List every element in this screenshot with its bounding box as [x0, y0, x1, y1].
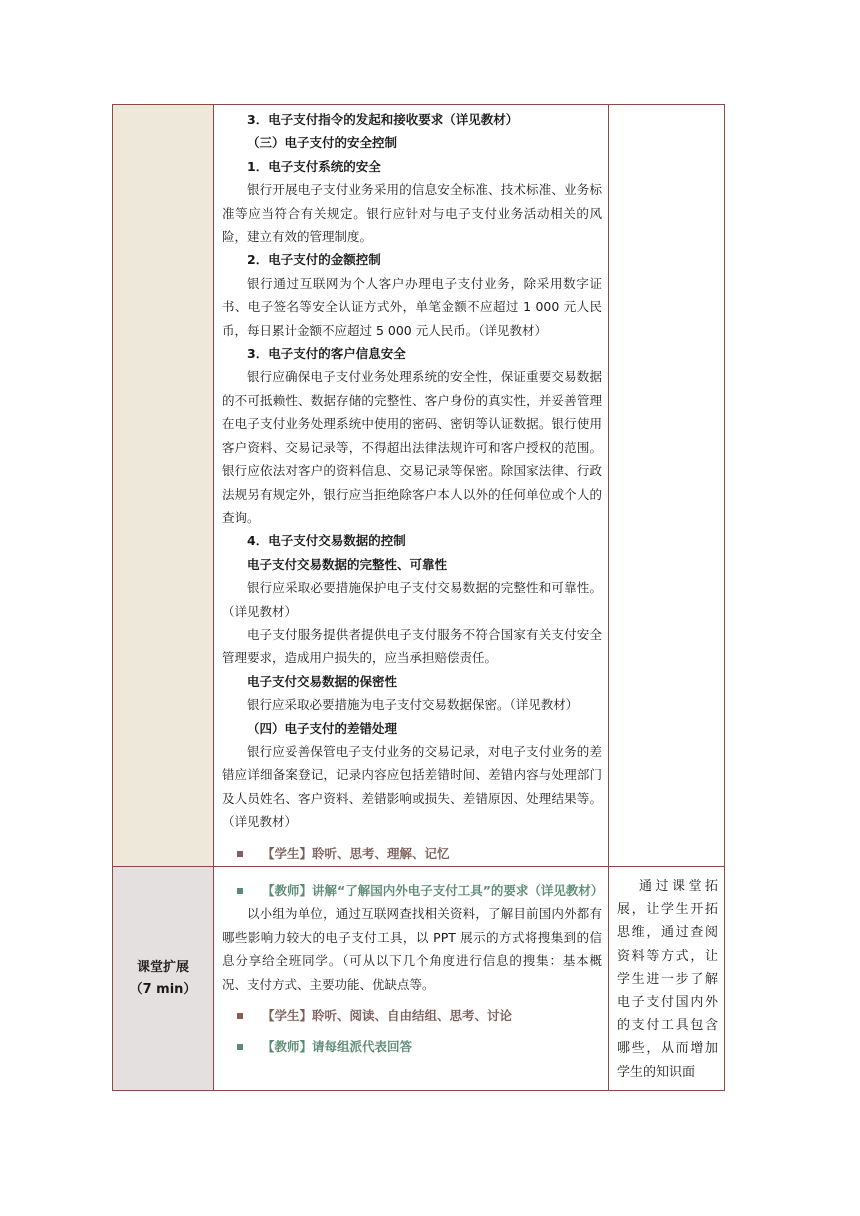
square-bullet-icon — [237, 888, 243, 894]
paragraph: 电子支付服务提供者提供电子支付服务不符合国家有关支付安全管理要求，造成用户损失的，应当承担赔偿责任。 — [222, 626, 602, 666]
heading-line: 4．电子支付交易数据的控制 — [247, 533, 406, 549]
square-bullet-icon — [237, 1044, 243, 1050]
heading-line: （四）电子支付的差错处理 — [247, 720, 398, 736]
heading-line: 3．电子支付指令的发起和接收要求（详见教材） — [247, 112, 519, 127]
paragraph: 银行应采取必要措施保护电子支付交易数据的完整性和可靠性。（详见教材） — [222, 580, 602, 619]
table-row — [113, 867, 725, 1091]
teacher-activity-text: 【教师】讲解“了解国内外电子支付工具”的要求（详见教材） — [262, 883, 604, 898]
student-activity — [222, 842, 602, 865]
paragraph: 银行应采取必要措施为电子支付交易数据保密。（详见教材） — [247, 697, 579, 713]
student-activity-text: 【学生】聆听、思考、理解、记忆 — [262, 845, 450, 861]
student-activity — [222, 1004, 602, 1027]
paragraph: 银行通过互联网为个人客户办理电子支付业务，除采用数字证书、电子签名等安全认证方式外，单笔金额不应超过 1 000 元人民币，每日累计金额不应超过 5 000 元人民币。（详见教材） — [222, 275, 602, 338]
square-bullet-icon — [237, 851, 243, 857]
lesson-table — [112, 104, 725, 1091]
paragraph: 银行开展电子支付业务采用的信息安全标准、技术标准、业务标准等应当符合有关规定。银行应针对与电子支付业务活动相关的风险，建立有效的管理制度。 — [222, 182, 602, 245]
section-time: （7 min） — [129, 981, 197, 997]
teacher-activity-text: 【教师】请每组派代表回答 — [262, 1039, 413, 1055]
design-note: 通过课堂拓展，让学生开拓思维，通过查阅资料等方式，让学生进一步了解电子支付国内外的支付工具包含哪些，从而增加学生的知识面 — [617, 879, 718, 1080]
section-cell-empty — [113, 105, 214, 867]
note-cell-empty — [609, 105, 725, 867]
content-cell — [214, 105, 609, 867]
section-cell — [113, 867, 214, 1091]
teacher-activity — [222, 879, 602, 902]
heading-line: 2．电子支付的金额控制 — [247, 252, 381, 268]
paragraph: 银行应妥善保管电子支付业务的交易记录，对电子支付业务的差错应详细备案登记，记录内容应包括差错时间、差错内容与处理部门及人员姓名、客户资料、差错影响或损失、差错原因、处理结果等。（详见教材） — [222, 743, 602, 830]
heading-line: （三）电子支付的安全控制 — [247, 135, 398, 151]
table-row — [113, 105, 725, 867]
heading-line: 1．电子支付系统的安全 — [247, 158, 381, 174]
heading-line: 电子支付交易数据的保密性 — [247, 673, 398, 689]
paragraph: 银行应确保电子支付业务处理系统的安全性，保证重要交易数据的不可抵赖性、数据存储的完整性、客户身份的真实性，并妥善管理在电子支付业务处理系统中使用的密码、密钥等认证数据。银行使用客户资料、交易记录等，不得超出法律法规许可和客户授权的范围。银行应依法对客户的资料信息、交易记录等保密。除国家法律、行政法规另有规定外，银行应当拒绝除客户本人以外的任何单位或个人的查询。 — [222, 369, 602, 525]
teacher-activity — [222, 1035, 602, 1058]
section-title: 课堂扩展 — [136, 959, 189, 975]
note-cell — [609, 867, 725, 1091]
paragraph: 以小组为单位，通过互联网查找相关资料，了解目前国内外都有哪些影响力较大的电子支付工具，以 PPT 展示的方式将搜集到的信息分享给全班同学。（可从以下几个角度进行信息的搜集：基本概况、支付方式、主要功能、优缺点等。 — [222, 906, 602, 992]
content-cell — [214, 867, 609, 1091]
heading-line: 电子支付交易数据的完整性、可靠性 — [247, 556, 448, 572]
student-activity-text: 【学生】聆听、阅读、自由结组、思考、讨论 — [262, 1008, 513, 1024]
square-bullet-icon — [237, 1013, 243, 1019]
heading-line: 3．电子支付的客户信息安全 — [247, 346, 406, 362]
